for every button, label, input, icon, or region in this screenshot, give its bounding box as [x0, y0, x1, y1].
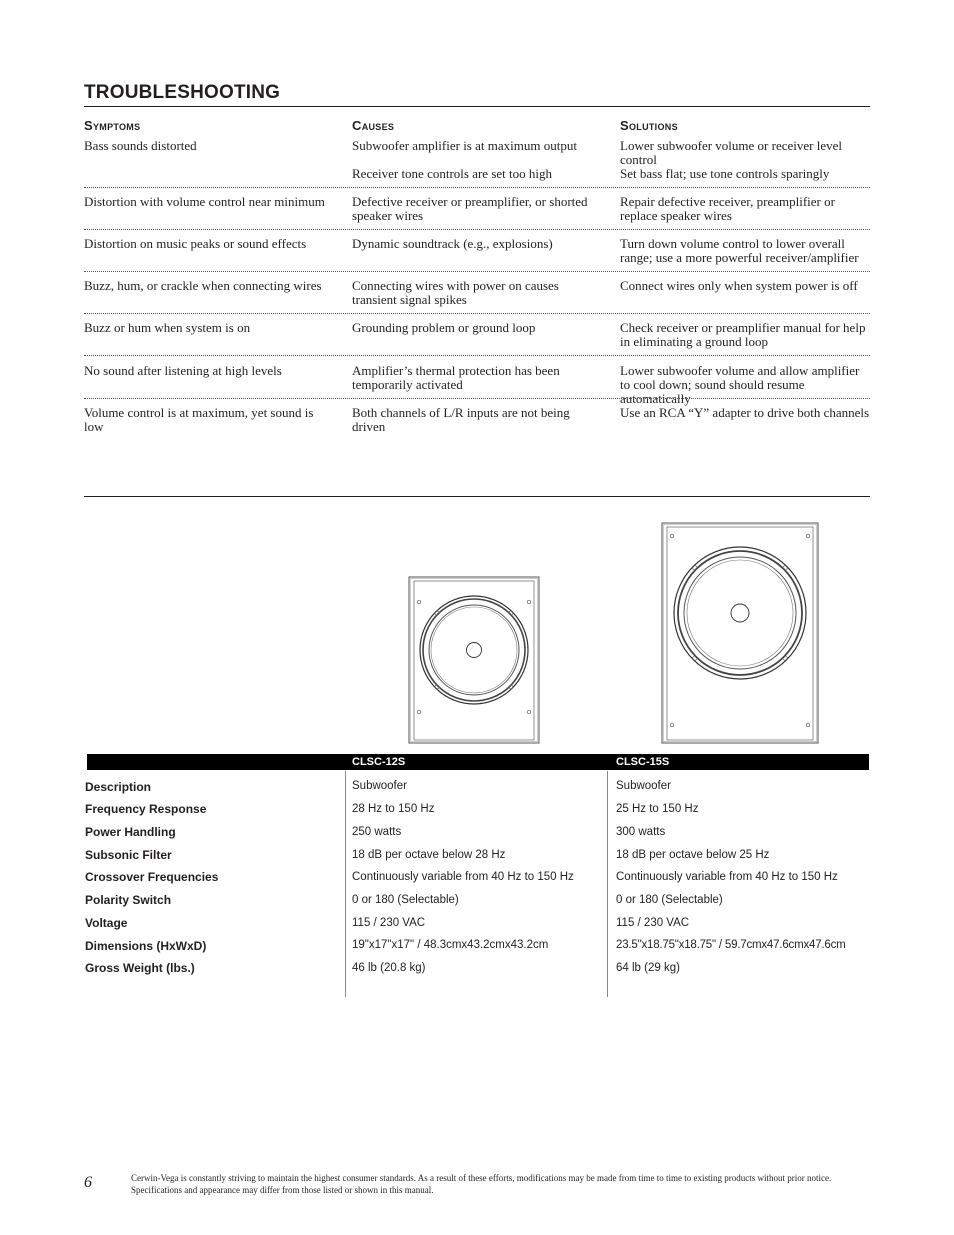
solution-cell: Check receiver or preamplifier manual for help in eliminating a ground loop — [620, 320, 866, 349]
row-divider — [84, 271, 870, 272]
column-divider — [607, 771, 608, 997]
row-divider — [84, 229, 870, 230]
spec-value-clsc-15s: 115 / 230 VAC — [616, 917, 690, 929]
symptom-cell: Buzz, hum, or crackle when connecting wires — [84, 278, 322, 293]
spec-value-clsc-12s: 46 lb (20.8 kg) — [352, 962, 426, 974]
spec-label: Dimensions (HxWxD) — [85, 939, 207, 953]
cause-cell: Both channels of L/R inputs are not being driven — [352, 405, 570, 434]
symptom-cell: No sound after listening at high levels — [84, 363, 282, 378]
spec-value-clsc-15s: 64 lb (29 kg) — [616, 962, 680, 974]
symptom-cell: Bass sounds distorted — [84, 138, 197, 153]
cause-cell: Amplifier’s thermal protection has been temporarily activated — [352, 363, 560, 392]
spec-value-clsc-12s: 28 Hz to 150 Hz — [352, 803, 435, 815]
spec-value-clsc-15s: Continuously variable from 40 Hz to 150 Hz — [616, 871, 838, 883]
spec-label: Voltage — [85, 916, 128, 930]
spec-value-clsc-15s: 0 or 180 (Selectable) — [616, 894, 723, 906]
section-rule — [84, 496, 870, 497]
row-divider — [84, 355, 870, 356]
row-divider — [84, 398, 870, 399]
spec-value-clsc-12s: Continuously variable from 40 Hz to 150 Hz — [352, 871, 574, 883]
spec-label: Gross Weight (lbs.) — [85, 961, 195, 975]
spec-value-clsc-15s: 25 Hz to 150 Hz — [616, 803, 699, 815]
model-header-clsc-12s: CLSC-12S — [352, 756, 406, 768]
column-header-causes: Causes — [352, 118, 395, 133]
spec-value-clsc-12s: Subwoofer — [352, 780, 407, 792]
spec-value-clsc-15s: 18 dB per octave below 25 Hz — [616, 849, 770, 861]
spec-value-clsc-12s: 19"x17"x17" / 48.3cmx43.2cmx43.2cm — [352, 939, 549, 951]
spec-label: Frequency Response — [85, 802, 207, 816]
spec-value-clsc-15s: 300 watts — [616, 826, 666, 838]
spec-value-clsc-15s: 23.5"x18.75"x18.75" / 59.7cmx47.6cmx47.6cm — [616, 939, 846, 951]
column-divider — [345, 771, 346, 997]
column-header-solutions: Solutions — [620, 118, 678, 133]
spec-value-clsc-12s: 115 / 230 VAC — [352, 917, 426, 929]
cause-cell: Connecting wires with power on causes transient signal spikes — [352, 278, 559, 307]
spec-label: Crossover Frequencies — [85, 870, 219, 884]
solution-cell: Lower subwoofer volume and allow amplifier to cool down; sound should resume automatically — [620, 363, 860, 406]
model-header-clsc-15s: CLSC-15S — [616, 756, 670, 768]
solution-cell: Lower subwoofer volume or receiver level control — [620, 138, 842, 167]
symptom-cell: Distortion on music peaks or sound effects — [84, 236, 307, 251]
spec-label: Polarity Switch — [85, 893, 172, 907]
column-header-symptoms: Symptoms — [84, 118, 141, 133]
solution-cell: Repair defective receiver, preamplifier or replace speaker wires — [620, 194, 835, 223]
cause-cell: Grounding problem or ground loop — [352, 320, 536, 335]
cause-cell: Defective receiver or preamplifier, or shorted speaker wires — [352, 194, 588, 223]
spec-label: Description — [85, 780, 152, 794]
spec-header-bar — [87, 754, 869, 770]
page-title: TROUBLESHOOTING — [84, 82, 281, 103]
cause-cell: Subwoofer amplifier is at maximum output — [352, 138, 577, 153]
row-divider — [84, 187, 870, 188]
symptom-cell: Volume control is at maximum, yet sound is low — [84, 405, 314, 434]
solution-cell: Turn down volume control to lower overall range; use a more powerful receiver/amplifier — [620, 236, 859, 265]
cause-cell: Dynamic soundtrack (e.g., explosions) — [352, 236, 553, 251]
spec-label: Power Handling — [85, 825, 176, 839]
spec-value-clsc-15s: Subwoofer — [616, 780, 671, 792]
spec-value-clsc-12s: 18 dB per octave below 28 Hz — [352, 849, 506, 861]
footer-disclaimer: Cerwin-Vega is constantly striving to maintain the highest consumer standards. As a result of these efforts, modifications may be made from time to time to existing products without prior notice. Specifications and appearance may differ from those listed or shown in this manual. — [131, 1173, 832, 1195]
solution-cell: Connect wires only when system power is off — [620, 278, 858, 293]
row-divider — [84, 313, 870, 314]
symptom-cell: Buzz or hum when system is on — [84, 320, 251, 335]
spec-label: Subsonic Filter — [85, 848, 172, 862]
clsc-12s-speaker-illustration — [408, 576, 540, 744]
cause-cell: Receiver tone controls are set too high — [352, 166, 552, 181]
solution-cell: Use an RCA “Y” adapter to drive both channels — [620, 405, 870, 420]
clsc-15s-speaker-illustration — [661, 522, 819, 744]
title-rule — [84, 106, 870, 107]
symptom-cell: Distortion with volume control near minimum — [84, 194, 325, 209]
spec-value-clsc-12s: 0 or 180 (Selectable) — [352, 894, 459, 906]
spec-value-clsc-12s: 250 watts — [352, 826, 402, 838]
solution-cell: Set bass flat; use tone controls sparingly — [620, 166, 830, 181]
page-number: 6 — [84, 1174, 92, 1191]
